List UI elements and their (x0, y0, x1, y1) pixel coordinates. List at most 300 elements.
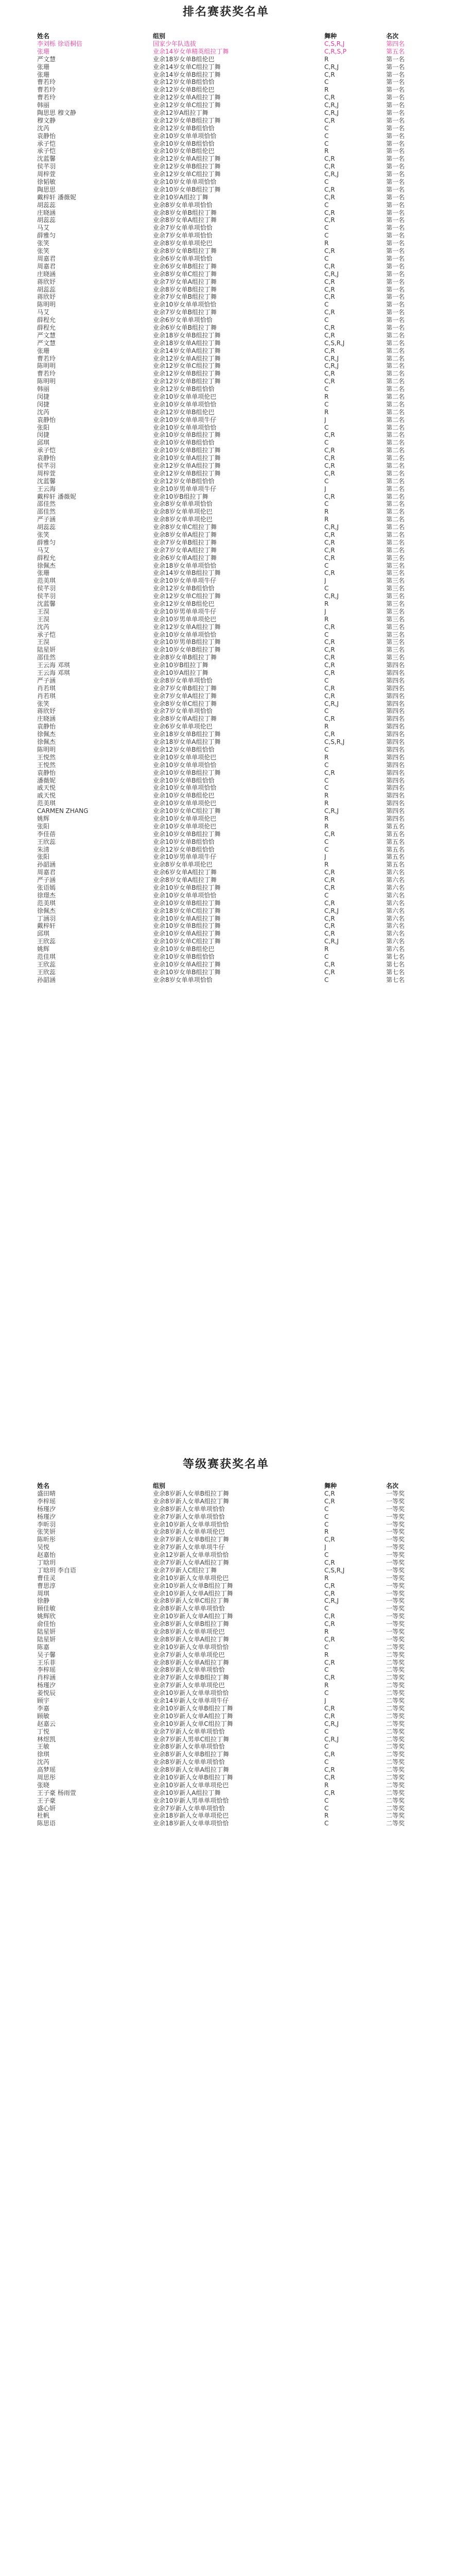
name-cell: 闵捷 (37, 400, 50, 408)
dance-cell: C,R (324, 370, 335, 378)
rank-cell: 二等奖 (386, 1758, 405, 1766)
dance-cell: C,R (324, 347, 335, 354)
rank-cell: 二等奖 (386, 1720, 405, 1727)
table-row (0, 1597, 452, 1605)
name-cell: 马艾 (37, 309, 50, 316)
dance-cell: C (324, 232, 329, 240)
table-row (0, 961, 452, 969)
dance-cell: C,R (324, 769, 335, 776)
table-row (0, 784, 452, 792)
rank-cell: 第二名 (386, 400, 405, 408)
table-row (0, 316, 452, 324)
table-row (0, 1666, 452, 1674)
name-cell: 陈明明 (37, 378, 56, 385)
rank-cell: 第四名 (386, 753, 405, 761)
group-cell: 业余12岁女单B组恰恰 (153, 78, 215, 86)
group-cell: 业余10岁女单单项恰恰 (153, 132, 217, 140)
rank-cell: 第二名 (386, 331, 405, 339)
dance-cell: C (324, 676, 329, 684)
name-cell: 蒋欣妤 (37, 293, 56, 301)
group-cell: 业余8岁新人女单单项恰恰 (153, 1666, 225, 1674)
rank-cell: 第六名 (386, 891, 405, 899)
dance-cell: C,R,J (324, 171, 339, 178)
name-cell: 严子涵 (37, 676, 56, 684)
name-cell: 徐静 (37, 1597, 50, 1605)
group-cell: 业余10岁女单B组拉丁舞 (153, 830, 221, 838)
dance-cell: C,R,J (324, 592, 339, 600)
name-cell: 张笑 (37, 700, 50, 707)
name-cell: 范美琪 (37, 577, 56, 585)
group-cell: 业余7岁女单单项恰恰 (153, 232, 213, 240)
table-row (0, 815, 452, 823)
rank-cell: 第三名 (386, 615, 405, 623)
table-row (0, 838, 452, 846)
table-row (0, 56, 452, 63)
group-cell: 业余8岁女单单项伦巴 (153, 861, 213, 869)
table-row (0, 1713, 452, 1720)
name-cell: 张笑 (37, 240, 50, 247)
group-cell: 业余8岁女单B组拉丁舞 (153, 247, 217, 255)
table-row (0, 731, 452, 738)
dance-cell: C (324, 301, 329, 309)
name-cell: 李佳蓓 (37, 830, 56, 838)
name-cell: 戴梓轩 潘薇妮 (37, 193, 76, 201)
dance-cell: C (324, 1551, 329, 1559)
table-row (0, 485, 452, 493)
dance-cell: C,R (324, 262, 335, 270)
rank-cell: 第二名 (386, 493, 405, 500)
rank-cell: 第四名 (386, 792, 405, 800)
table-row (0, 309, 452, 316)
group-cell: 业余12岁女单B组伦巴 (153, 600, 215, 608)
rank-cell: 二等奖 (386, 1651, 405, 1658)
dance-cell: J (324, 485, 326, 493)
group-cell: 业余10岁B组拉丁舞 (153, 493, 208, 500)
group-cell: 业余10岁新人女单单项恰恰 (153, 1689, 229, 1697)
table-row (0, 232, 452, 240)
table-row (0, 125, 452, 132)
rank-cell: 第一名 (386, 124, 405, 132)
dance-cell: C (324, 784, 329, 792)
group-cell: 业余6岁女单A组拉丁舞 (153, 554, 217, 562)
rank-cell: 二等奖 (386, 1735, 405, 1743)
group-cell: 业余14岁女单B组拉丁舞 (153, 71, 221, 78)
dance-cell: C,R (324, 1613, 335, 1620)
table-row (0, 147, 452, 155)
name-cell: 王欣蕊 (37, 838, 56, 845)
rank-cell: 第四名 (386, 684, 405, 692)
dance-cell: C,R (324, 538, 335, 546)
group-cell: 业余8岁新人女单B组拉丁舞 (153, 1620, 229, 1628)
group-cell: 业余10岁A组拉丁舞 (153, 669, 208, 677)
group-cell: 业余18岁女单A组拉丁舞 (153, 738, 221, 746)
rank-cell: 第二名 (386, 523, 405, 531)
name-cell: 王淏 (37, 638, 50, 646)
table-row (0, 1682, 452, 1689)
table-row (0, 861, 452, 869)
table-row (0, 1797, 452, 1805)
table-row (0, 186, 452, 194)
table-row (0, 209, 452, 217)
name-cell: 沈蓝馨 (37, 477, 56, 485)
group-cell: 业余8岁女单C组拉丁舞 (153, 270, 217, 278)
rank-cell: 第一名 (386, 155, 405, 163)
name-cell: 严文慧 (37, 331, 56, 339)
rank-cell: 二等奖 (386, 1689, 405, 1697)
group-cell: 业余10岁女单单项恰恰 (153, 784, 217, 792)
table-row (0, 892, 452, 900)
name-cell: 盛田晴 (37, 1490, 56, 1497)
name-cell: 陈明明 (37, 301, 56, 309)
rank-cell: 第四名 (386, 723, 405, 731)
dance-cell: R (324, 240, 329, 247)
rank-cell: 一等奖 (386, 1566, 405, 1574)
rank-cell: 第三名 (386, 592, 405, 600)
group-cell: 业余10岁女单B组恰恰 (153, 953, 215, 960)
group-cell: 业余12岁女单A组拉丁舞 (153, 462, 221, 469)
name-cell: 王淏 (37, 607, 50, 615)
name-cell: 王悦然 (37, 761, 56, 769)
name-cell: 庄晓涵 (37, 209, 56, 216)
dance-cell: C,R (324, 546, 335, 554)
dance-cell: J (324, 607, 326, 615)
rank-cell: 一等奖 (386, 1497, 405, 1505)
group-cell: 业余6岁女单B组拉丁舞 (153, 262, 217, 270)
dance-cell: C,R (324, 715, 335, 723)
rank-cell: 第五名 (386, 853, 405, 861)
group-cell: 业余14岁女单A组拉丁舞 (153, 347, 221, 354)
rank-cell: 一等奖 (386, 1597, 405, 1605)
group-cell: 业余7岁新人女单单项伦巴 (153, 1651, 225, 1658)
name-cell: 曹若玲 (37, 78, 56, 86)
group-cell: 业余10岁女单A组拉丁舞 (153, 454, 221, 462)
group-cell: 业余12岁女单B组拉丁舞 (153, 378, 221, 385)
name-cell: 吴悦 (37, 1544, 50, 1551)
rank-cell: 第一名 (386, 324, 405, 331)
rank-cell: 二等奖 (386, 1820, 405, 1827)
table-row (0, 1774, 452, 1782)
name-cell: 沈芮 (37, 408, 50, 416)
name-cell: 徐韬敏 (37, 178, 56, 186)
name-cell: 闵捷 (37, 393, 50, 400)
group-cell: 业余8岁新人女单A组拉丁舞 (153, 1658, 229, 1666)
group-cell: 业余10岁女单单项恰恰 (153, 891, 217, 899)
dance-cell: C,R (324, 454, 335, 462)
table-row (0, 569, 452, 577)
rank-cell: 第四名 (386, 761, 405, 769)
group-cell: 业余8岁女单B组拉丁舞 (153, 209, 217, 216)
name-cell: 张阳 (37, 822, 50, 830)
group-cell: 业余12岁女单B组恰恰 (153, 845, 215, 853)
name-cell: 戚天悦 (37, 784, 56, 792)
group-cell: 业余10岁男单单项牛仔 (153, 853, 217, 861)
table-row (0, 531, 452, 539)
name-cell: 丁涵羽 (37, 914, 56, 922)
group-cell: 业余10岁女单单项伦巴 (153, 753, 217, 761)
table-row (0, 1620, 452, 1628)
name-cell: 周梓萱 (37, 469, 56, 477)
dance-cell: C,R (324, 662, 335, 669)
dance-cell: C,R,J (324, 354, 339, 362)
rank-cell: 一等奖 (386, 1559, 405, 1567)
table-row (0, 608, 452, 616)
name-cell: 徐琪 (37, 1751, 50, 1758)
dance-cell: C (324, 1727, 329, 1735)
table-row (0, 101, 452, 109)
dance-cell: C (324, 316, 329, 324)
name-cell: 陈思语 (37, 1820, 56, 1827)
dance-cell: C,R (324, 285, 335, 293)
dance-cell: C (324, 1804, 329, 1812)
table-row (0, 462, 452, 470)
name-cell: 沈芮 (37, 623, 50, 631)
name-cell: 徐璟杰 (37, 891, 56, 899)
table-row (0, 1559, 452, 1567)
group-cell: 业余10岁女单单项伦巴 (153, 822, 217, 830)
rank-cell: 第一名 (386, 201, 405, 209)
dance-cell: C,R,J (324, 109, 339, 117)
name-cell: 范美琪 (37, 800, 56, 807)
dance-cell: R (324, 393, 329, 400)
group-cell: 业余7岁女单A组拉丁舞 (153, 546, 217, 554)
rank-cell: 二等奖 (386, 1674, 405, 1682)
group-cell: 业余10岁新人女单B组拉丁舞 (153, 1582, 233, 1589)
rank-cell: 第四名 (386, 40, 405, 47)
name-cell: 李刘栎 徐语桐倍 (37, 40, 82, 47)
group-cell: 业余18岁新人女单单项伦巴 (153, 1812, 229, 1820)
group-cell: 业余12岁女单B组拉丁舞 (153, 469, 221, 477)
dance-cell: C (324, 423, 329, 431)
table-row (0, 431, 452, 439)
name-cell: 袁静怡 (37, 723, 56, 731)
group-cell: 业余10岁女单B组恰恰 (153, 776, 215, 784)
table-row (0, 63, 452, 71)
group-cell: 业余14岁新人女单单项牛仔 (153, 1697, 229, 1705)
table-row (0, 554, 452, 562)
table-row (0, 723, 452, 731)
rank-cell: 第四名 (386, 676, 405, 684)
group-cell: 业余8岁新人女单A组拉丁舞 (153, 1497, 229, 1505)
dance-cell: C (324, 1666, 329, 1674)
name-cell: 张珊 (37, 569, 50, 577)
rank-cell: 一等奖 (386, 1528, 405, 1536)
table-row (0, 194, 452, 201)
group-cell: 业余8岁女单A组拉丁舞 (153, 531, 217, 538)
rank-cell: 第二名 (386, 370, 405, 378)
rank-cell: 一等奖 (386, 1635, 405, 1643)
group-cell: 业余14岁女单C组拉丁舞 (153, 63, 221, 71)
dance-cell: C,R (324, 1751, 335, 1758)
name-cell: 闵捷 (37, 431, 50, 439)
dance-cell: C (324, 761, 329, 769)
table-row (0, 715, 452, 723)
group-cell: 业余10岁女单B组伦巴 (153, 945, 215, 953)
name-cell: 杨瑾汐 (37, 1513, 56, 1520)
dance-cell: R (324, 861, 329, 869)
group-cell: 业余6岁女单单项恰恰 (153, 255, 213, 262)
rank-cell: 第四名 (386, 707, 405, 715)
name-cell: 肖若琪 (37, 684, 56, 692)
table-row (0, 171, 452, 178)
rank-cell: 一等奖 (386, 1589, 405, 1597)
rank-cell: 第二名 (386, 447, 405, 454)
name-cell: 周思彤 (37, 1773, 56, 1781)
table-row (0, 1498, 452, 1505)
name-cell: 杜帆 (37, 1812, 50, 1820)
table-row (0, 1590, 452, 1598)
table-row (0, 1605, 452, 1613)
group-cell: 业余7岁新人男单C组拉丁舞 (153, 1735, 230, 1743)
rank-cell: 一等奖 (386, 1513, 405, 1520)
dance-cell: C,R (324, 469, 335, 477)
group-cell: 业余10岁女单B组拉丁舞 (153, 646, 221, 654)
name-cell: 韩丽 (37, 101, 50, 109)
table-row (0, 516, 452, 523)
name-cell: 李昕羽 (37, 1520, 56, 1528)
group-cell: 业余8岁女单B组拉丁舞 (153, 285, 217, 293)
group-cell: 业余10岁女单B组拉丁舞 (153, 922, 221, 930)
group-cell: 业余8岁新人女单单项伦巴 (153, 1528, 225, 1536)
rank-cell: 一等奖 (386, 1544, 405, 1551)
group-cell: 业余12岁女单B组恰恰 (153, 385, 215, 393)
name-cell: 陈明明 (37, 362, 56, 370)
group-cell: 业余6岁女单A组拉丁舞 (153, 869, 217, 876)
group-cell: 业余10岁新人女单B组拉丁舞 (153, 1773, 233, 1781)
rank-cell: 二等奖 (386, 1697, 405, 1705)
table-row (0, 424, 452, 432)
header-dance: 舞种 (324, 1482, 337, 1489)
group-cell: 业余10岁新人女单单项伦巴 (153, 1574, 229, 1582)
group-cell: 业余8岁女单单项恰恰 (153, 201, 213, 209)
rank-cell: 第二名 (386, 378, 405, 385)
rank-cell: 二等奖 (386, 1643, 405, 1651)
table-row (0, 662, 452, 669)
group-cell: 业余10岁女单单项恰恰 (153, 400, 217, 408)
rank-cell: 第二名 (386, 347, 405, 354)
group-cell: 业余10岁女单A组拉丁舞 (153, 914, 221, 922)
rank-cell: 一等奖 (386, 1620, 405, 1628)
table-row (0, 700, 452, 708)
rank-cell: 第一名 (386, 255, 405, 262)
name-cell: 张珊 (37, 63, 50, 71)
table-row (0, 969, 452, 976)
ranking-table (0, 32, 452, 984)
name-cell: 蒋欣妤 (37, 707, 56, 715)
rank-cell: 第六名 (386, 922, 405, 930)
name-cell: 邱琪 (37, 439, 50, 447)
name-cell: CARMEN ZHANG (37, 807, 89, 815)
group-cell: 业余8岁新人女单单项恰恰 (153, 1505, 225, 1513)
rank-cell: 第二名 (386, 416, 405, 423)
dance-cell: C,R (324, 869, 335, 876)
rank-cell: 第三名 (386, 554, 405, 562)
rank-cell: 第六名 (386, 884, 405, 891)
group-cell: 业余8岁新人女单单项恰恰 (153, 1758, 225, 1766)
group-cell: 业余10岁新人女单A组拉丁舞 (153, 1712, 233, 1720)
name-cell: 严文慧 (37, 55, 56, 63)
group-cell: 业余7岁女单B组拉丁舞 (153, 538, 217, 546)
table-row (0, 823, 452, 831)
name-cell: 邵佳然 (37, 654, 56, 662)
dance-cell: C,R (324, 1789, 335, 1797)
name-cell: 沈芮 (37, 1758, 50, 1766)
rank-cell: 二等奖 (386, 1804, 405, 1812)
dance-cell: C,R (324, 922, 335, 930)
table-row (0, 340, 452, 347)
dance-cell: C,R,S,P (324, 47, 347, 55)
dance-cell: C,R (324, 163, 335, 171)
group-cell: 业余10岁女单单项恰恰 (153, 631, 217, 638)
dance-cell: C (324, 1743, 329, 1751)
name-cell: 曹若玲 (37, 370, 56, 378)
header-name: 姓名 (37, 32, 50, 40)
dance-cell: C,R (324, 324, 335, 331)
group-cell: 业余18岁女单C组拉丁舞 (153, 907, 221, 914)
group-cell: 业余12岁女单B组伦巴 (153, 86, 215, 94)
table-row (0, 692, 452, 700)
dance-cell: C,R (324, 116, 335, 124)
rank-cell: 第三名 (386, 623, 405, 631)
name-cell: 李嘉 (37, 1704, 50, 1712)
table-row (0, 1513, 452, 1521)
table-row (0, 393, 452, 401)
name-cell: 王云海 (37, 485, 56, 493)
dance-cell: C (324, 1643, 329, 1651)
name-cell: 顾宇 (37, 1697, 50, 1705)
rank-cell: 第二名 (386, 354, 405, 362)
dance-cell: C (324, 953, 329, 960)
table-row (0, 1789, 452, 1797)
table-row (0, 900, 452, 907)
name-cell: 范佳琪 (37, 953, 56, 960)
table-row (0, 216, 452, 224)
rank-cell: 二等奖 (386, 1797, 405, 1804)
table-row (0, 401, 452, 409)
table-row (0, 1736, 452, 1743)
group-cell: 业余10岁女单B组拉丁舞 (153, 968, 221, 976)
table-row (0, 1697, 452, 1705)
rank-cell: 二等奖 (386, 1743, 405, 1751)
name-cell: 盛心妍 (37, 1804, 56, 1812)
table-row (0, 1567, 452, 1574)
name-cell: 承子恺 (37, 447, 56, 454)
dance-cell: R (324, 1682, 329, 1689)
dance-cell: C,R (324, 623, 335, 631)
name-cell: 袁静怡 (37, 769, 56, 776)
rank-cell: 第一名 (386, 309, 405, 316)
table-row (0, 370, 452, 378)
dance-cell: C (324, 78, 329, 86)
table-row (0, 247, 452, 255)
dance-cell: C (324, 1820, 329, 1827)
dance-cell: C (324, 500, 329, 508)
rank-cell: 第三名 (386, 607, 405, 615)
table-row (0, 178, 452, 186)
group-cell: 业余10岁女单单项牛仔 (153, 416, 217, 423)
name-cell: 戴梓轩 (37, 922, 56, 930)
rank-cell: 第一名 (386, 171, 405, 178)
dance-cell: C,R (324, 331, 335, 339)
table-row (0, 769, 452, 777)
table-row (0, 1812, 452, 1820)
group-cell: 业余7岁新人女单单项伦巴 (153, 1682, 225, 1689)
dance-cell: C,R (324, 1582, 335, 1589)
group-cell: 业余12岁女单B组伦巴 (153, 408, 215, 416)
name-cell: 胡蕊蕊 (37, 523, 56, 531)
name-cell: 丁晗玥 李自语 (37, 1566, 76, 1574)
group-cell: 业余10岁男单单项伦巴 (153, 615, 217, 623)
dance-cell: C,R,J (324, 362, 339, 370)
